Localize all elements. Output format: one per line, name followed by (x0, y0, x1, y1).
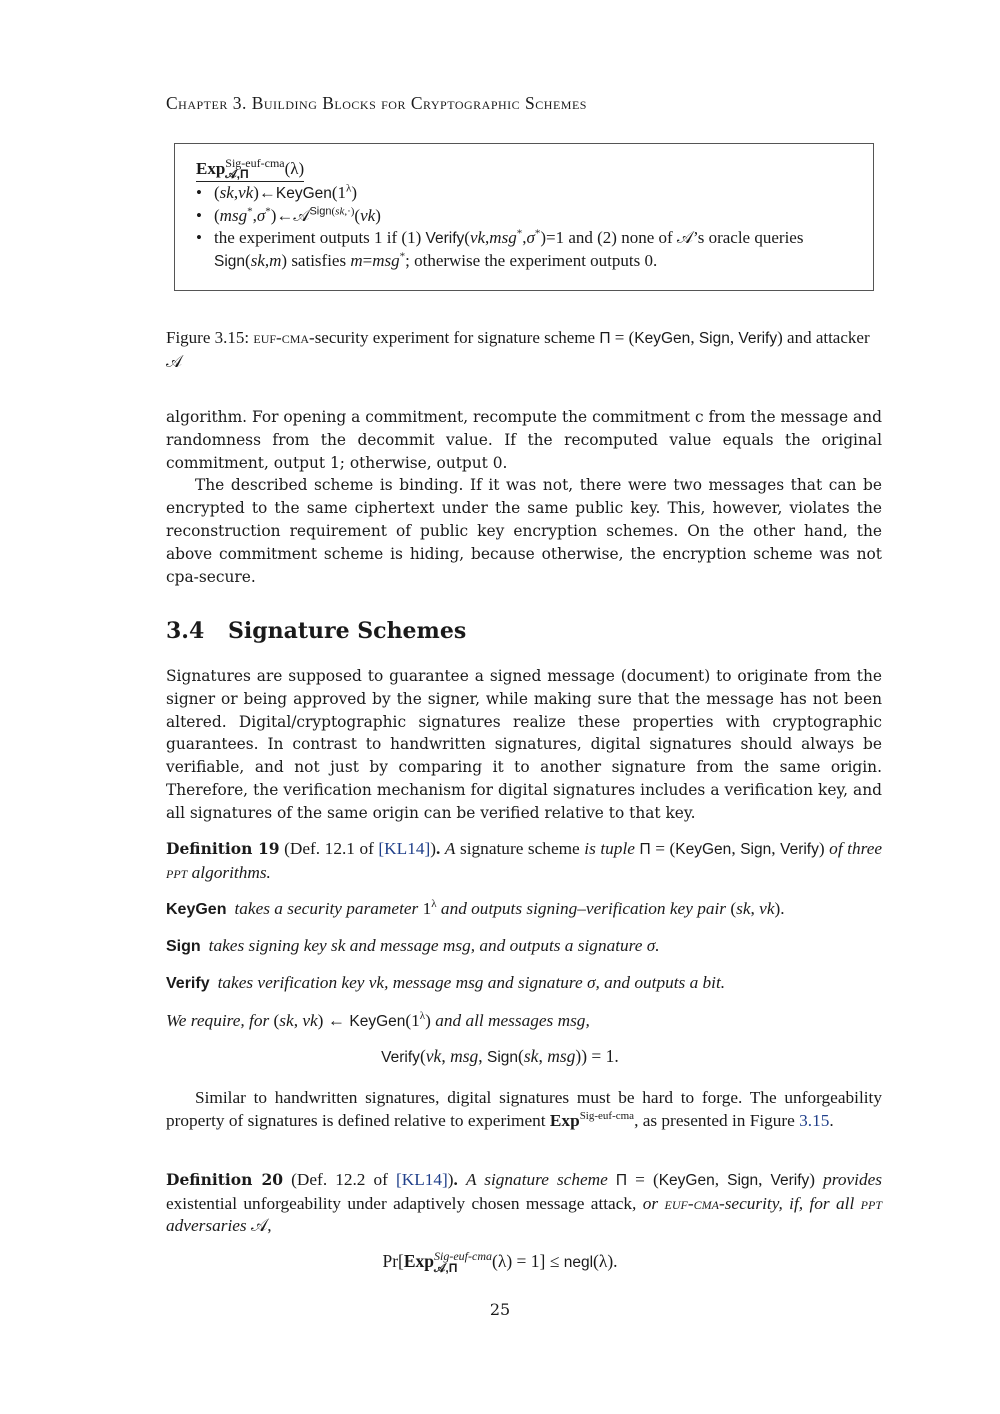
equation-verify: Verify(vk, msg, Sign(sk, msg)) = 1. (381, 1046, 619, 1066)
experiment-step: • (msg*,σ*)←𝒜$^{Sign(sk,\cdot)}$(vk) (196, 205, 854, 227)
figure-label: Figure 3.15: (166, 328, 250, 347)
paragraph: Similar to handwritten signatures, digital signatures must be hard to forge. The unforgeability property of signatures is defined relative to experiment Exp$^{Sig-euf-cma}$, as presented in Figure 3.15. (166, 1088, 882, 1130)
requirement-text: We require, for (sk, vk) ← $KeyGen(1^\lambda)$ and all messages msg, (166, 1010, 590, 1030)
experiment-steps (196, 182, 854, 273)
algorithm-sign: Sign takes signing key sk and message msg, and outputs a signature σ. (166, 936, 660, 955)
experiment-step: • the experiment outputs 1 if (1) Verify(vk,msg*,σ*)=1 and (2) none of 𝒜’s oracle queries Sign(sk,m) satisfies m=msg*; otherwise the experiment outputs 0. (196, 227, 854, 273)
section-number: 3.4 (166, 618, 205, 644)
page-number: 25 (489, 1300, 511, 1319)
algorithm-verify: Verify takes verification key vk, message msg and signature σ, and outputs a bit. (166, 973, 726, 992)
experiment-step: • $(sk,vk)\leftarrow KeyGen(1^\lambda)$ (196, 182, 854, 205)
paragraph: algorithm. For opening a commitment, recompute the commitment c from the message and randomness from the decommit value. If the recomputed value equals the original commitment, output 1; otherwise, output 0. (166, 408, 882, 472)
citation-link[interactable]: [KL14] (395, 1170, 448, 1189)
running-header: Chapter 3. Building Blocks for Cryptographic Schemes (166, 93, 587, 113)
definition-19: Definition 19 (Def. 12.1 of [KL14]). A signature scheme is tuple Π = (KeyGen, Sign, Verify) of three ppt algorithms. (166, 839, 883, 882)
figure-caption: Figure 3.15: euf-cma-security experiment for signature scheme Π = (KeyGen, Sign, Verify) and attacker 𝒜 (166, 328, 870, 371)
citation-link[interactable]: [KL14] (378, 839, 431, 858)
section-heading (166, 618, 466, 644)
paragraph: The described scheme is binding. If it was not, there were two messages that can be encrypted to the same ciphertext under the same public key. This, however, violates the reconstruction requirement of public key encryption schemes. On the other hand, the above commitment scheme is hiding, because otherwise, the encryption scheme was not cpa-secure. (166, 476, 882, 586)
figure-link[interactable]: 3.15 (799, 1110, 830, 1130)
paragraph: Signatures are supposed to guarantee a signed message (document) to originate from the signer or being approved by the signer, while making sure that the message has not been altered. Digital/cryptographic signatures realize these properties with cryptographic guarantees. In contrast to handwritten signatures, digital signatures should always be verifiable, and not just by comparing it to another signature from the same origin. Therefore, the verification mechanism for digital signatures includes a verification key, and all signatures of the same origin can be verified relative to that key. (166, 667, 882, 822)
body-paragraphs (166, 406, 882, 588)
algorithm-keygen: KeyGen takes a security parameter $1^\lambda$ and outputs signing–verification key pair (sk, vk). (166, 898, 785, 918)
equation-security: Pr[Exp Sig-euf-cma 𝒜,Π (λ) = 1] ≤ negl(λ). (382, 1249, 618, 1275)
experiment-box (174, 143, 874, 291)
definition-20: Definition 20 (Def. 12.2 of [KL14]). A signature scheme Π = (KeyGen, Sign, Verify) provides existential unforgeability under adaptively chosen message attack, or euf-cma-security, if, for all ppt adversaries 𝒜, (166, 1170, 882, 1236)
section-title: Signature Schemes (228, 618, 467, 644)
experiment-title: Exp Sig-euf-cma 𝒜,Π (λ) (196, 156, 305, 181)
